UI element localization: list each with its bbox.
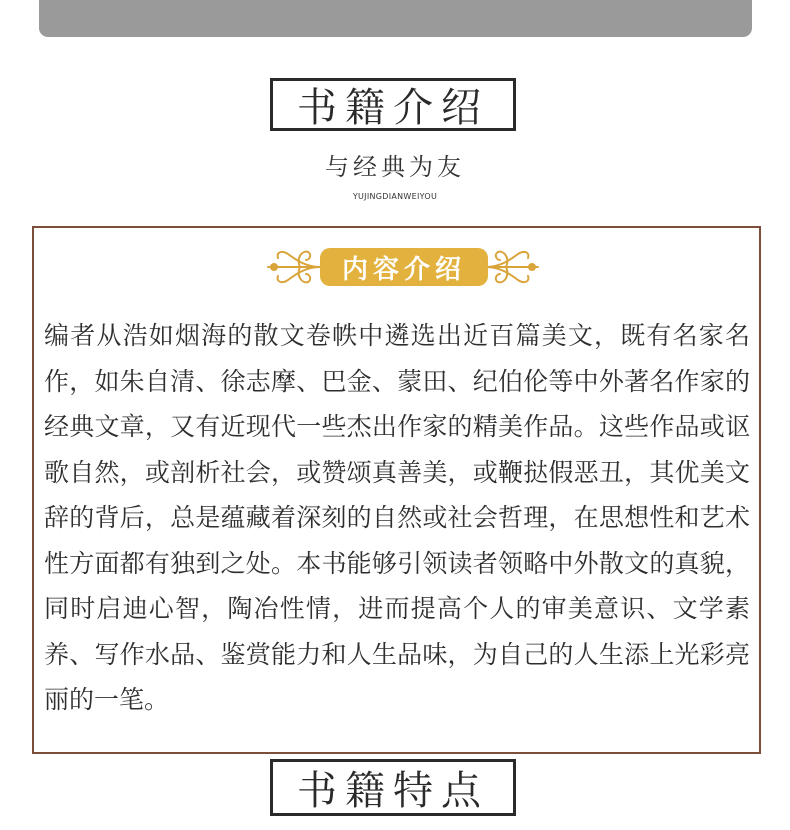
top-banner-bar: [39, 0, 752, 37]
section-title-book-features: 书籍特点: [270, 759, 516, 816]
intro-paragraph: 编者从浩如烟海的散文卷帙中遴选出近百篇美文，既有名家名作，如朱自清、徐志摩、巴金、蒙田、纪伯伦等中外著名作家的经典文章，又有近现代一些杰出作家的精美作品。这些作品或讴歌自然，或剖析社会，或赞颂真善美，或鞭挞假恶丑，其优美文辞的背后，总是蕴藏着深刻的自然或社会哲理，在思想性和艺术性方面都有独到之处。本书能够引领读者领略中外散文的真貌，同时启迪心智，陶冶性情，进而提高个人的审美意识、文学素养、写作水品、鉴赏能力和人生品味，为自己的人生添上光彩亮丽的一笔。: [44, 321, 750, 714]
section-subtitle-pinyin: YUJINGDIANWEIYOU: [352, 192, 438, 201]
content-intro-badge: 内容介绍: [320, 248, 488, 286]
section-subtitle: 与经典为友: [325, 153, 465, 181]
section-title-book-intro: 书籍介绍: [270, 78, 516, 131]
